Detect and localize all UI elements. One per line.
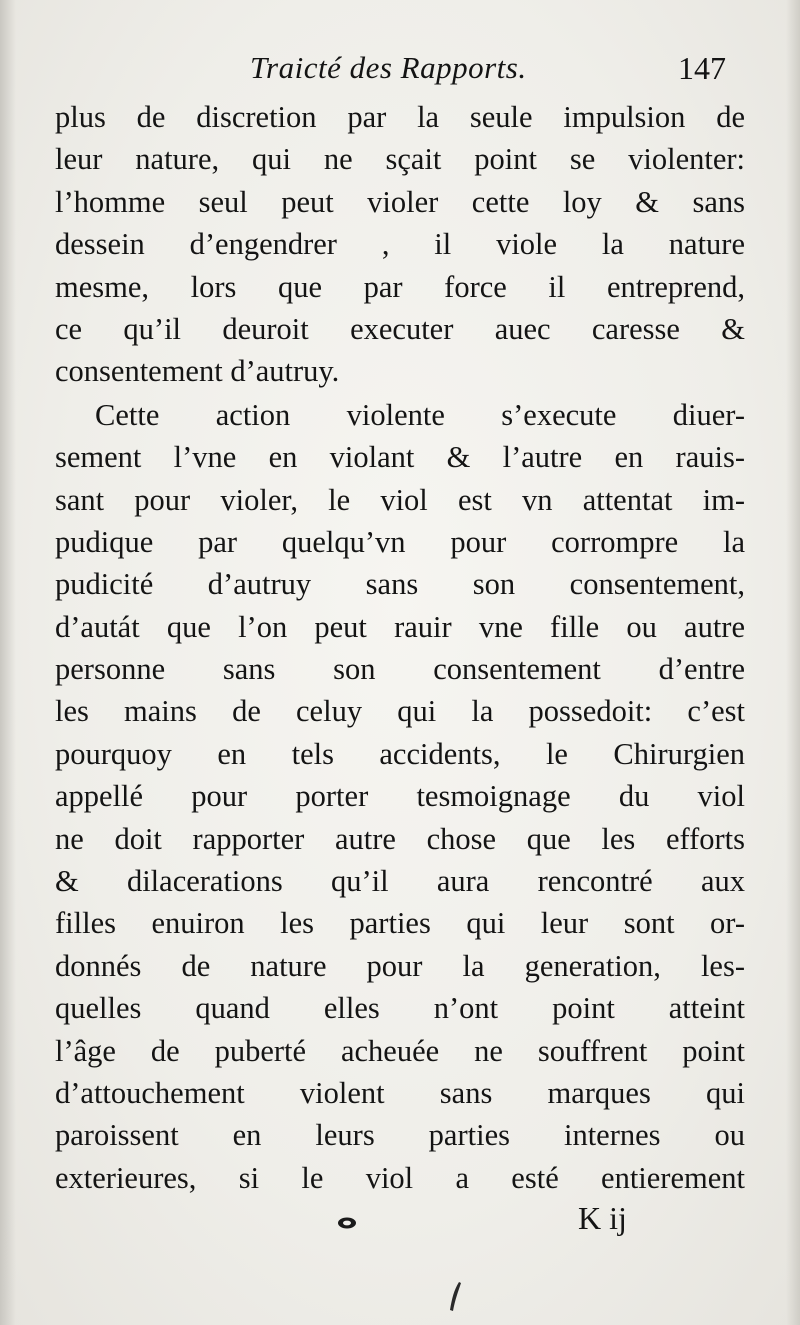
text-line: donnés de nature pour la generation, les- bbox=[55, 948, 745, 983]
text-line: ce qu’il deuroit executer auec caresse & bbox=[55, 311, 745, 346]
text-line: paroissent en leurs parties internes ou bbox=[55, 1118, 745, 1153]
paragraph-first-line: Cette action violente s’execute diuer- bbox=[95, 397, 745, 432]
text-line: sement l’vne en violant & l’autre en rauis- bbox=[55, 440, 745, 475]
page-edge-shadow-right bbox=[786, 0, 800, 1325]
text-line: l’âge de puberté acheuée ne souffrent point bbox=[55, 1033, 745, 1068]
text-line: pudicité d’autruy sans son consentement, bbox=[55, 567, 745, 602]
text-line: l’homme seul peut violer cette loy & sans bbox=[55, 184, 745, 219]
signature-mark: K ij bbox=[578, 1200, 627, 1236]
running-title: Traicté des Rapports. bbox=[250, 50, 527, 85]
text-line: ne doit rapporter autre chose que les efforts bbox=[55, 821, 745, 856]
text-line: dessein d’engendrer , il viole la nature bbox=[55, 227, 745, 262]
text-line: sant pour violer, le viol est vn attentat im- bbox=[55, 482, 745, 517]
text-line: appellé pour porter tesmoignage du viol bbox=[55, 779, 745, 814]
text-line: pourquoy en tels accidents, le Chirurgien bbox=[55, 736, 745, 771]
text-line: personne sans son consentement d’entre bbox=[55, 652, 745, 687]
text-line: & dilacerations qu’il aura rencontré aux bbox=[55, 864, 745, 899]
text-line: leur nature, qui ne sçait point se violenter: bbox=[55, 142, 745, 177]
text-line: filles enuiron les parties qui leur sont or- bbox=[55, 906, 745, 941]
text-line: les mains de celuy qui la possedoit: c’est bbox=[55, 694, 745, 729]
page-number: 147 bbox=[678, 50, 726, 86]
page-footer bbox=[0, 1200, 800, 1250]
text-line: quelles quand elles n’ont point atteint bbox=[55, 991, 745, 1026]
text-line: pudique par quelqu’vn pour corrompre la bbox=[55, 524, 745, 559]
text-line: consentement d’autruy. bbox=[55, 354, 340, 389]
page-edge-shadow-left bbox=[0, 0, 16, 1325]
text-line: mesme, lors que par force il entreprend, bbox=[55, 269, 745, 304]
text-line: d’attouchement violent sans marques qui bbox=[55, 1075, 745, 1110]
body-text bbox=[55, 96, 745, 1199]
printer-ornament-icon bbox=[336, 1216, 358, 1230]
text-line: d’autát que l’on peut rauir vne fille ou autre bbox=[55, 609, 745, 644]
text-line: exterieures, si le viol a esté entierement bbox=[55, 1160, 745, 1195]
text-line: plus de discretion par la seule impulsion de bbox=[55, 100, 745, 134]
ink-blot-icon bbox=[446, 1280, 466, 1314]
page-header bbox=[250, 50, 750, 94]
